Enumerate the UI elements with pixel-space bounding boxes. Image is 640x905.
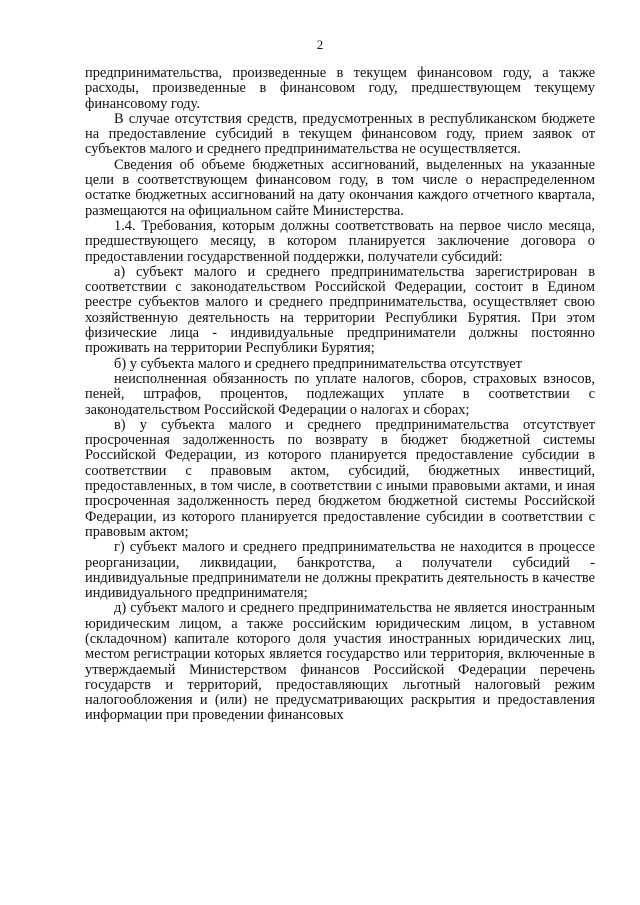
paragraph-item-b-continuation: неисполненная обязанность по уплате налогов, сборов, страховых взносов, пеней, штрафов, процентов, подлежащих уплате в соответствии с законодательством Российской Федерации о налогах и сборах; — [85, 370, 595, 418]
paragraph-budget-info: Сведения об объеме бюджетных ассигнований, выделенных на указанные цели в соответствующем финансовом году, в том числе о нераспределенном остатке бюджетных ассигнований на дату окончания каждого отчетного квартала, размещаются на официальном сайте Министерства. — [85, 156, 595, 219]
paragraph-section-1-4: 1.4. Требования, которым должны соответствовать на первое число месяца, предшествующего месяцу, в котором планируется заключение договора о предоставлении государственной поддержки, получатели субсидий: — [85, 217, 595, 265]
document-body — [85, 66, 595, 724]
paragraph-no-funds: В случае отсутствия средств, предусмотренных в республиканском бюджете на предоставление субсидий в текущем финансовом году, прием заявок от субъектов малого и среднего предпринимательства не осуществляется. — [85, 110, 595, 158]
page-number: 2 — [316, 37, 324, 52]
paragraph-expenses-continuation: предпринимательства, произведенные в текущем финансовом году, а также расходы, произведенные в финансовом году, предшествующем текущему финансовому году. — [85, 65, 595, 112]
paragraph-item-d: д) субъект малого и среднего предпринимательства не является иностранным юридическим лицом, а также российским юридическим лицом, в уставном (складочном) капитале которого доля участия иностранных юридических лиц, местом регистрации которых является государство или территория, включенные в утверждаемый Министерством финансов Российской Федерации перечень государств и территорий, предоставляющих льготный налоговый режим налогообложения и (или) не предусматривающих раскрытия и предоставления информации при проведении финансовых — [85, 600, 595, 724]
paragraph-item-b: б) у субъекта малого и среднего предпринимательства отсутствует — [114, 355, 522, 372]
paragraph-item-v: в) у субъекта малого и среднего предпринимательства отсутствует просроченная задолженность по возврату в бюджет бюджетной системы Российской Федерации, из которого планируется предоставление субсидии в соответствии с правовым актом, субсидий, бюджетных инвестиций, предоставленных, в том числе, в соответствии с иными правовыми актами, и иная просроченная задолженность перед бюджетом бюджетной системы Российской Федерации, из которого планируется предоставление субсидии в соответствии с правовым актом; — [85, 416, 595, 540]
paragraph-item-g: г) субъект малого и среднего предпринимательства не находится в процессе реорганизации, ликвидации, банкротства, а получатели субсидий - индивидуальные предприниматели не должны прекратить деятельность в качестве индивидуального предпринимателя; — [85, 539, 595, 602]
paragraph-item-a: а) субъект малого и среднего предпринимательства зарегистрирован в соответствии с законодательством Российской Федерации, состоит в Едином реестре субъектов малого и среднего предпринимательства, осуществляет свою хозяйственную деятельность на территории Республики Бурятия. При этом физические лица - индивидуальные предприниматели должны постоянно проживать на территории Республики Бурятия; — [85, 263, 595, 357]
